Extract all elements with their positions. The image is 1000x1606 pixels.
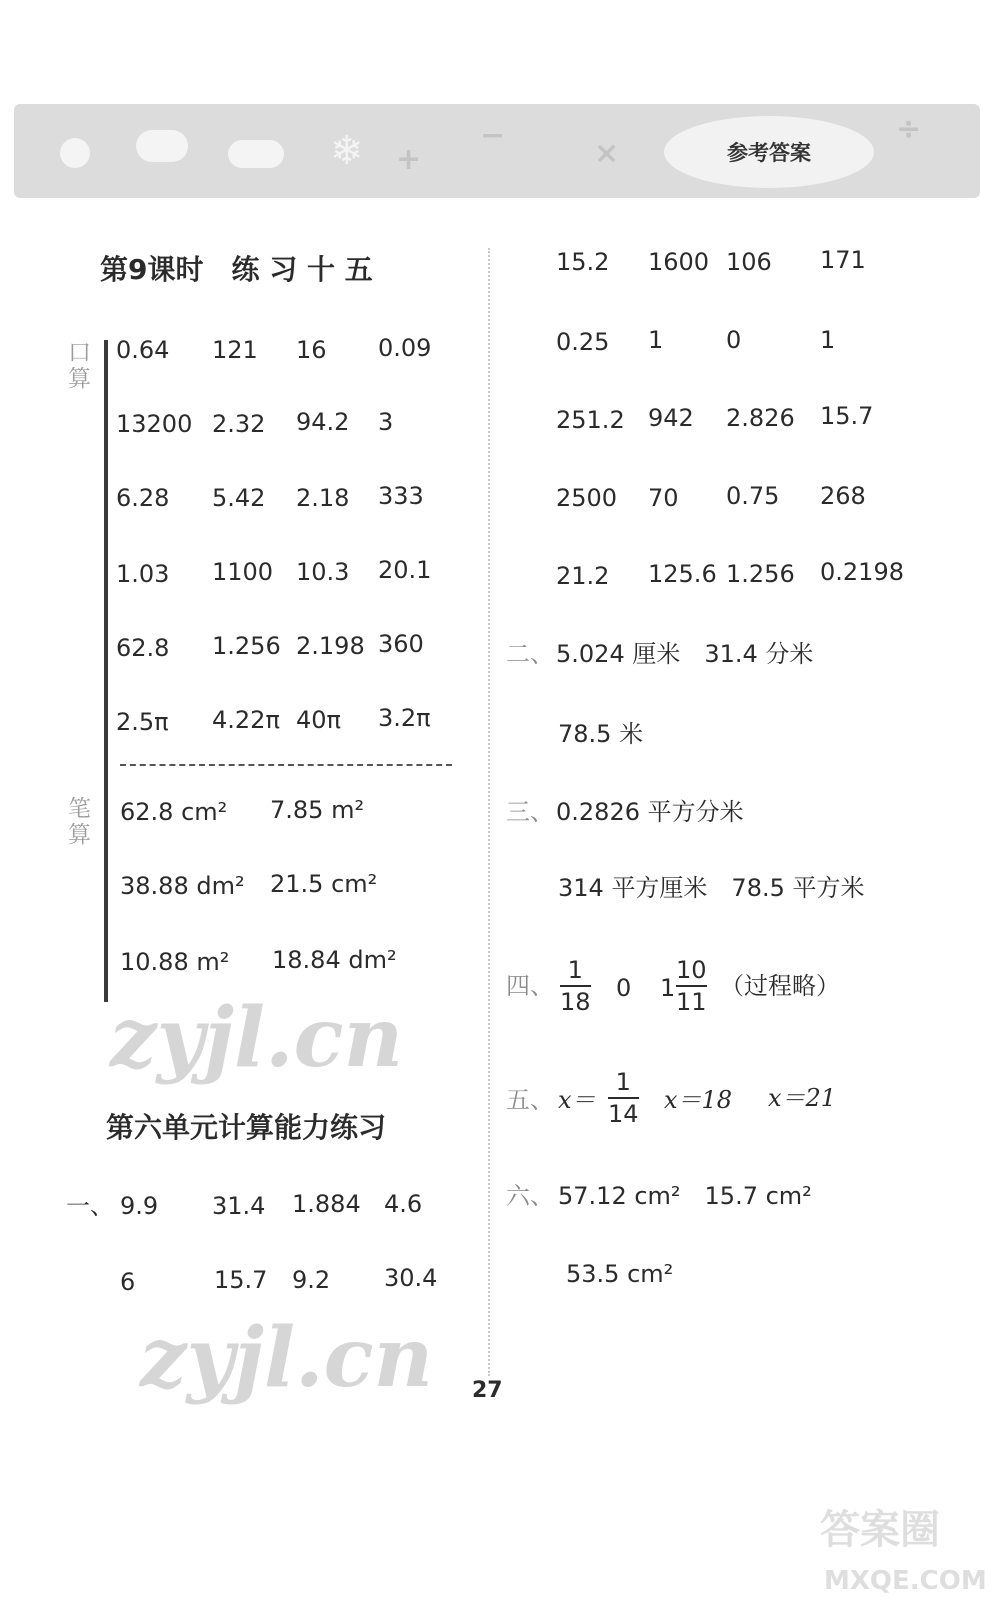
note: （过程略） — [720, 972, 840, 1000]
answer-cell: 94.2 — [296, 408, 350, 436]
equation: x＝21 — [768, 1084, 837, 1112]
question-label: 四、 — [506, 972, 554, 1000]
answer-cell: 268 — [820, 482, 866, 510]
equation: x＝18 — [664, 1086, 733, 1114]
answer-cell: 62.8 cm² — [120, 798, 228, 826]
answer-cell: 2500 — [556, 484, 618, 512]
answer-cell: 3 — [378, 408, 394, 436]
answer-cell: 62.8 — [116, 634, 170, 662]
answer-cell: 1600 — [648, 248, 710, 276]
part3-answer-line2: 314 平方厘米 78.5 平方米 — [558, 874, 865, 902]
answer-cell: 10.3 — [296, 558, 350, 586]
question-label: 二、 — [506, 640, 554, 668]
answer-cell: 1100 — [212, 558, 274, 586]
lesson-title: 第9课时 练 习 十 五 — [100, 253, 373, 286]
answer-cell: 171 — [820, 246, 866, 274]
fraction — [676, 958, 707, 1014]
answer-cell: 38.88 dm² — [120, 872, 245, 900]
question-label: 六、 — [506, 1182, 554, 1210]
oral-label: 口算 — [68, 340, 91, 392]
part2-answer-line1: 5.024 厘米 31.4 分米 — [556, 640, 814, 668]
watermark: zyjl.cn — [140, 1310, 434, 1406]
answer-cell: 31.4 — [212, 1192, 266, 1220]
question-label: 一、 — [66, 1192, 114, 1220]
column-divider — [488, 248, 490, 1376]
question-label: 五、 — [506, 1086, 554, 1114]
answer-cell: 4.6 — [384, 1190, 423, 1218]
answer-cell: 2.32 — [212, 410, 266, 438]
answer-cell: 942 — [648, 404, 694, 432]
cloud-icon — [228, 140, 284, 168]
fraction-bar — [560, 985, 591, 987]
numerator: 10 — [676, 956, 707, 984]
equation-lhs: x＝ — [558, 1086, 596, 1114]
answer-cell: 2.826 — [726, 404, 795, 432]
answer-cell: 16 — [296, 336, 327, 364]
plus-icon: + — [396, 142, 422, 177]
section-bar — [104, 340, 108, 1002]
divide-icon: ÷ — [896, 112, 922, 147]
answer-cell: 3.2π — [378, 704, 431, 732]
unit-title: 第六单元计算能力练习 — [106, 1111, 387, 1144]
fraction-bar — [608, 1097, 639, 1099]
answer-cell: 20.1 — [378, 556, 432, 584]
answer-cell: 1.884 — [292, 1190, 361, 1218]
page-number: 27 — [472, 1378, 503, 1403]
part3-answer-line1: 0.2826 平方分米 — [556, 798, 744, 826]
answer-cell: 9.9 — [120, 1192, 159, 1220]
answer-cell: 1.256 — [212, 632, 281, 660]
part6-answer-line2: 53.5 cm² — [566, 1260, 674, 1288]
answer-cell: 15.7 — [820, 402, 874, 430]
answer-cell: 15.2 — [556, 248, 610, 276]
cloud-icon — [136, 130, 188, 162]
answer-cell: 2.18 — [296, 484, 350, 512]
part2-answer-line2: 78.5 米 — [558, 720, 644, 748]
answer-cell: 4.22π — [212, 706, 280, 734]
question-label: 三、 — [506, 798, 554, 826]
answer-cell: 10.88 m² — [120, 948, 230, 976]
answer-cell: 1 — [820, 326, 836, 354]
answer-key-tag: 参考答案 — [664, 116, 874, 188]
answer-cell: 360 — [378, 630, 424, 658]
answer-cell: 15.7 — [214, 1266, 268, 1294]
fraction — [608, 1070, 639, 1126]
answer-cell: 251.2 — [556, 406, 625, 434]
snowflake-icon: ❄ — [330, 128, 364, 174]
answer-cell: 0 — [616, 974, 632, 1002]
answer-cell: 0.2198 — [820, 558, 904, 586]
numerator: 1 — [567, 956, 583, 984]
watermark: 答案圈 — [820, 1507, 940, 1553]
answer-cell: 0.09 — [378, 334, 432, 362]
answer-cell: 6.28 — [116, 484, 170, 512]
fraction — [560, 958, 591, 1014]
answer-cell: 2.5π — [116, 708, 169, 736]
denominator: 11 — [676, 988, 707, 1016]
answer-cell: 121 — [212, 336, 258, 364]
mixed-whole: 1 — [660, 974, 676, 1002]
answer-cell: 0.75 — [726, 482, 780, 510]
answer-cell: 106 — [726, 248, 772, 276]
answer-cell: 1 — [648, 326, 664, 354]
sun-icon — [60, 138, 90, 168]
answer-cell: 9.2 — [292, 1266, 331, 1294]
part6-answer-line1: 57.12 cm² 15.7 cm² — [558, 1182, 812, 1210]
answer-cell: 0.25 — [556, 328, 610, 356]
watermark: MXQE.COM — [824, 1566, 987, 1596]
answer-cell: 30.4 — [384, 1264, 438, 1292]
answer-cell: 0 — [726, 326, 742, 354]
answer-cell: 1.256 — [726, 560, 795, 588]
fraction-bar — [676, 985, 707, 987]
denominator: 18 — [560, 988, 591, 1016]
section-divider — [120, 764, 452, 766]
written-label: 笔算 — [68, 796, 91, 848]
answer-cell: 1.03 — [116, 560, 170, 588]
answer-cell: 333 — [378, 482, 424, 510]
answer-cell: 0.64 — [116, 336, 170, 364]
answer-cell: 5.42 — [212, 484, 266, 512]
answer-cell: 13200 — [116, 410, 193, 438]
answer-cell: 7.85 m² — [270, 796, 365, 824]
times-icon: × — [594, 136, 620, 171]
watermark: zyjl.cn — [110, 990, 404, 1086]
answer-cell: 21.2 — [556, 562, 610, 590]
answer-cell: 40π — [296, 706, 341, 734]
minus-icon: − — [480, 118, 506, 153]
answer-cell: 18.84 dm² — [272, 946, 397, 974]
answer-cell: 21.5 cm² — [270, 870, 378, 898]
answer-cell: 6 — [120, 1268, 136, 1296]
answer-cell: 2.198 — [296, 632, 365, 660]
numerator: 1 — [615, 1068, 631, 1096]
denominator: 14 — [608, 1100, 639, 1128]
answer-cell: 70 — [648, 484, 679, 512]
answer-cell: 125.6 — [648, 560, 717, 588]
